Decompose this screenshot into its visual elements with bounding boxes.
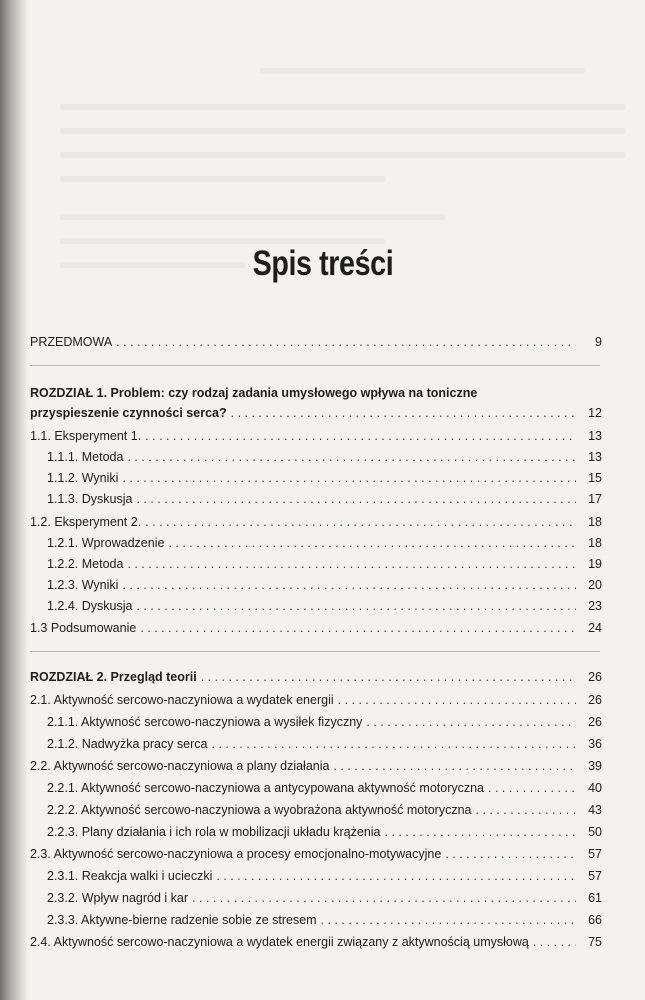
toc-entry-label: 1.2.2. Metoda	[47, 557, 124, 571]
toc-entry[interactable]	[30, 780, 602, 796]
toc-entry[interactable]	[30, 736, 602, 752]
toc-entry-page: 26	[588, 693, 602, 707]
section-divider	[30, 365, 600, 366]
toc-entry-page: 24	[588, 621, 602, 635]
toc-entry[interactable]	[30, 934, 602, 950]
toc-entry-label: 1.2. Eksperyment 2.	[30, 515, 142, 529]
dot-leader	[116, 334, 576, 350]
toc-entry-label: 2.1.1. Aktywność sercowo-naczyniowa a wysiłek fizyczny	[47, 715, 363, 729]
toc-entry[interactable]	[30, 556, 602, 572]
toc-entry-page: 23	[588, 599, 602, 613]
dot-leader	[476, 802, 577, 818]
dot-leader	[136, 598, 576, 614]
toc-entry-page: 40	[588, 781, 602, 795]
toc-entry[interactable]	[30, 470, 602, 486]
dot-leader	[136, 491, 576, 507]
dot-leader	[338, 692, 576, 708]
toc-entry-preface[interactable]	[30, 334, 602, 350]
dot-leader	[145, 514, 576, 530]
page-title: Spis treści	[252, 244, 394, 283]
toc-entry-label: 2.1.2. Nadwyżka pracy serca	[47, 737, 208, 751]
bleed-through	[60, 128, 625, 134]
dot-leader	[122, 470, 576, 486]
dot-leader	[145, 428, 576, 444]
dot-leader	[122, 577, 576, 593]
toc-entry-label: 1.1.2. Wyniki	[47, 471, 119, 485]
dot-leader	[127, 556, 576, 572]
toc-entry-label: 1.1.1. Metoda	[47, 450, 124, 464]
toc-entry[interactable]	[30, 620, 602, 636]
toc-entry-label: 1.1. Eksperyment 1.	[30, 429, 142, 443]
toc-entry-page: 50	[588, 825, 602, 839]
dot-leader	[385, 824, 576, 840]
dot-leader	[533, 934, 576, 950]
chapter-title-line: ROZDZIAŁ 1. Problem: czy rodzaj zadania umysłowego wpływa na toniczne	[30, 386, 478, 400]
book-spine-shadow	[0, 0, 28, 1000]
dot-leader	[366, 714, 576, 730]
toc-entry-page: 19	[588, 557, 602, 571]
toc-entry[interactable]	[30, 912, 602, 928]
bleed-through	[60, 104, 625, 110]
toc-entry-page: 13	[588, 450, 602, 464]
toc-entry-page: 36	[588, 737, 602, 751]
toc-entry[interactable]	[30, 890, 602, 906]
toc-entry-label: 2.3.2. Wpływ nagród i kar	[47, 891, 189, 905]
toc-entry-label: 2.2. Aktywność sercowo-naczyniowa a plany działania	[30, 759, 330, 773]
toc-entry-label: 2.2.3. Plany działania i ich rola w mobilizacji układu krążenia	[47, 825, 381, 839]
toc-entry[interactable]	[30, 824, 602, 840]
toc-entry-page: 61	[588, 891, 602, 905]
toc-entry-page: 9	[595, 335, 602, 349]
toc-entry-page: 66	[588, 913, 602, 927]
toc-entry-page: 15	[588, 471, 602, 485]
dot-leader	[168, 535, 576, 551]
toc-entry-label: 1.2.1. Wprowadzenie	[47, 536, 165, 550]
dot-leader	[445, 846, 576, 862]
bleed-through	[60, 152, 625, 158]
dot-leader	[321, 912, 576, 928]
toc-entry-page: 26	[588, 670, 602, 684]
dot-leader	[201, 669, 576, 685]
toc-entry-label: 2.4. Aktywność sercowo-naczyniowa a wydatek energii związany z aktywnością umysłową	[30, 935, 529, 949]
dot-leader	[127, 449, 576, 465]
dot-leader	[140, 620, 576, 636]
toc-entry-page: 20	[588, 578, 602, 592]
dot-leader	[192, 890, 576, 906]
toc-entry-label: 1.2.4. Dyskusja	[47, 599, 133, 613]
dot-leader	[333, 758, 576, 774]
bleed-through	[60, 214, 445, 220]
toc-entry-label: 1.2.3. Wyniki	[47, 578, 119, 592]
toc-entry[interactable]	[30, 714, 602, 730]
toc-entry-page: 43	[588, 803, 602, 817]
toc-entry[interactable]	[30, 868, 602, 884]
dot-leader	[231, 405, 576, 421]
toc-entry-chapter-1[interactable]	[30, 405, 602, 421]
toc-entry-label: 2.3. Aktywność sercowo-naczyniowa a procesy emocjonalno-motywacyjne	[30, 847, 442, 861]
toc-entry-page: 57	[588, 847, 602, 861]
toc-entry-label: 1.3 Podsumowanie	[30, 621, 137, 635]
dot-leader	[216, 868, 576, 884]
toc-entry-page: 26	[588, 715, 602, 729]
toc-entry[interactable]	[30, 598, 602, 614]
toc-entry-label: 2.3.1. Reakcja walki i ucieczki	[47, 869, 213, 883]
toc-entry-chapter-2[interactable]	[30, 669, 602, 685]
toc-entry-label: 2.3.3. Aktywne-bierne radzenie sobie ze stresem	[47, 913, 317, 927]
toc-entry-page: 12	[588, 406, 602, 420]
toc-entry[interactable]	[30, 428, 602, 444]
bleed-through	[60, 176, 385, 182]
toc-entry[interactable]	[30, 758, 602, 774]
toc-entry[interactable]	[30, 577, 602, 593]
dot-leader	[212, 736, 577, 752]
toc-entry[interactable]	[30, 692, 602, 708]
toc-entry-label: 1.1.3. Dyskusja	[47, 492, 133, 506]
toc-entry-page: 75	[588, 935, 602, 949]
toc-entry-label: 2.2.1. Aktywność sercowo-naczyniowa a antycypowana aktywność motoryczna	[47, 781, 485, 795]
section-divider	[30, 651, 600, 652]
toc-entry[interactable]	[30, 491, 602, 507]
toc-entry-page: 13	[588, 429, 602, 443]
toc-entry-page: 18	[588, 536, 602, 550]
toc-entry-label: ROZDZIAŁ 2. Przegląd teorii	[30, 670, 197, 684]
toc-entry[interactable]	[30, 535, 602, 551]
toc-entry-label: PRZEDMOWA	[30, 335, 113, 349]
toc-entry-label: 2.1. Aktywność sercowo-naczyniowa a wydatek energii	[30, 693, 334, 707]
toc-entry-label: przyspieszenie czynności serca?	[30, 406, 227, 420]
dot-leader	[488, 780, 576, 796]
toc-entry[interactable]	[30, 449, 602, 465]
toc-entry[interactable]	[30, 846, 602, 862]
bleed-through	[260, 68, 585, 74]
toc-entry[interactable]	[30, 514, 602, 530]
toc-entry-page: 39	[588, 759, 602, 773]
toc-entry-label: 2.2.2. Aktywność sercowo-naczyniowa a wyobrażona aktywność motoryczna	[47, 803, 472, 817]
toc-entry[interactable]	[30, 802, 602, 818]
toc-entry-page: 17	[588, 492, 602, 506]
toc-entry-page: 57	[588, 869, 602, 883]
toc-entry-page: 18	[588, 515, 602, 529]
